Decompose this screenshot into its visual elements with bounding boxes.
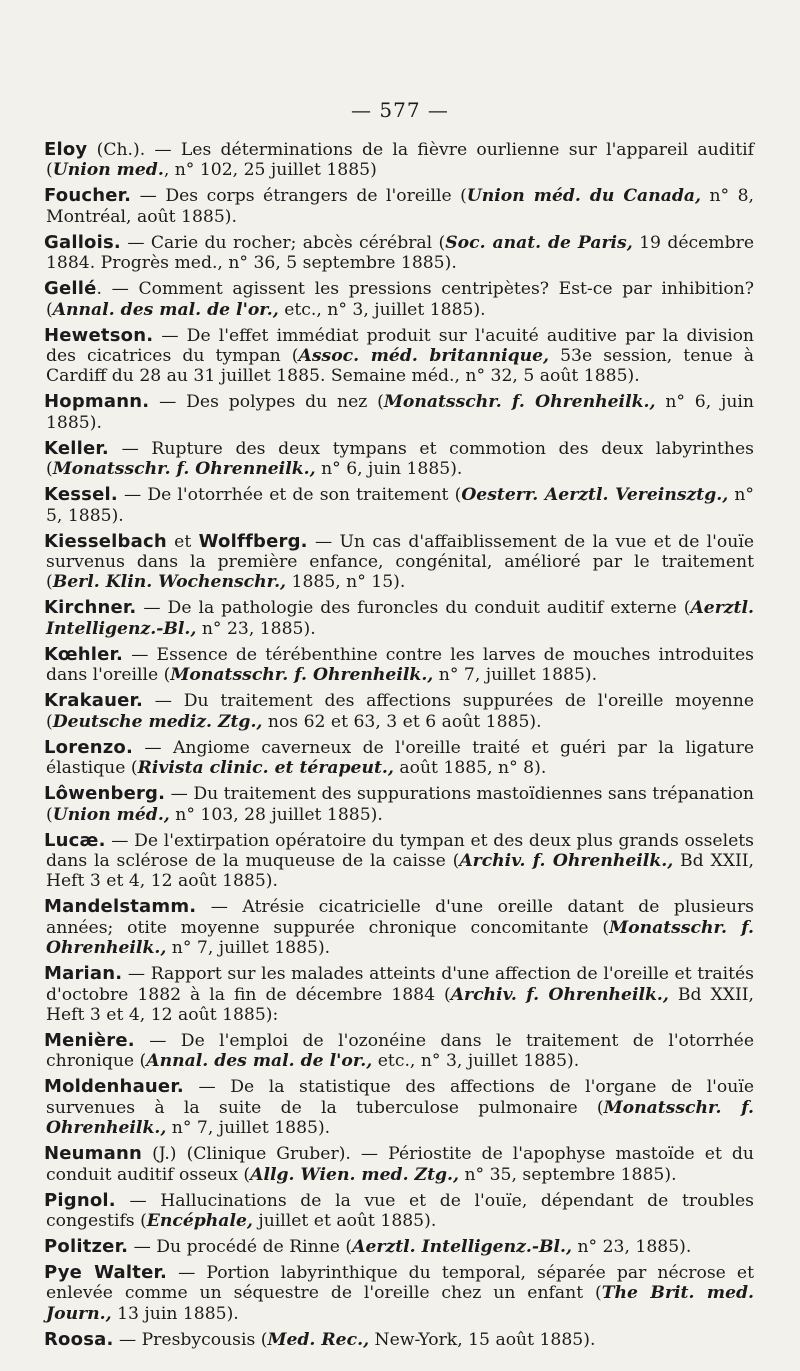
entry-source: Union méd., — [52, 804, 170, 825]
entry-source: Assoc. méd. britannique, — [298, 346, 550, 367]
entry-details: etc., n° 3, juillet 1885). — [278, 299, 486, 320]
entry-details: n° 23, 1885). — [572, 1236, 692, 1257]
page-number: — 577 — — [351, 98, 449, 122]
entry-author: Keller. — [44, 437, 109, 459]
bibliography-entry — [46, 233, 754, 274]
entry-source: Monatsschr. f. Ohrenheilk., — [170, 665, 434, 686]
entry-source: Oesterr. Aerztl. Vereinsztg., — [461, 485, 729, 506]
entry-details: Bd XXII, Heft 3 et 4, 12 août 1885): — [46, 984, 754, 1025]
entry-source: Aerztl. Intelligenz.-Bl., — [352, 1236, 572, 1257]
entry-details: n° 103, 28 juillet 1885). — [169, 804, 383, 825]
entry-details: n° 8, Montréal, août 1885). — [46, 186, 754, 227]
entry-title: — Les déterminations de la fièvre ourlienne sur l'appareil auditif ( — [46, 140, 754, 181]
entry-source: Union méd. du Canada, — [466, 186, 701, 207]
bibliography-entry — [46, 964, 754, 1025]
entry-details: n° 23, 1885). — [196, 618, 316, 639]
entry-author: Hewetson. — [44, 324, 154, 346]
entry-source: Union med. — [52, 160, 164, 181]
entry-details: Bd XXII, Heft 3 et 4, 12 août 1885). — [46, 850, 754, 892]
bibliography-entry — [46, 1144, 754, 1185]
bibliography-entry — [46, 1031, 754, 1072]
entry-author-detail: et — [166, 531, 199, 552]
bibliography-entry — [46, 1237, 754, 1257]
entry-details: New-York, 15 août 1885). — [369, 1329, 596, 1350]
entry-source: Allg. Wien. med. Ztg., — [250, 1164, 460, 1185]
entry-title: — De l'emploi de l'ozonéine dans le traitement de l'otorrhée chronique ( — [46, 1030, 754, 1072]
bibliography-entry — [46, 1330, 754, 1350]
entry-coauthor: Wolffberg. — [198, 530, 308, 552]
entry-title: — Portion labyrinthique du temporal, séparée par nécrose et enlevée comme un séquestre de l'oreille chez un enfant ( — [46, 1262, 754, 1304]
entry-details: 19 décembre 1884. Progrès med., n° 36, 5 septembre 1885). — [46, 232, 754, 274]
entry-title: — Comment agissent les pressions centripètes? Est-ce par inhibition? ( — [46, 279, 754, 320]
entry-title: — Du traitement des suppurations mastoïdiennes sans trépanation ( — [46, 784, 754, 825]
bibliography-entry — [46, 532, 754, 593]
entry-title: — Rupture des deux tympans et commotion des deux labyrinthes ( — [46, 438, 754, 480]
entry-source: Monatsschr. f. Ohrenneilk., — [52, 459, 316, 480]
entry-title: — Presbycousis ( — [113, 1329, 268, 1350]
entry-details: 13 juin 1885). — [111, 1303, 239, 1324]
entry-details: n° 7, juillet 1885). — [166, 1118, 331, 1139]
entry-title: — Du procédé de Rinne ( — [128, 1236, 353, 1257]
entry-details: n° 7, juillet 1885). — [166, 938, 331, 959]
entry-title: — Hallucinations de la vue et de l'ouïe, dépendant de troubles congestifs ( — [46, 1190, 754, 1231]
entry-details: n° 5, 1885). — [46, 485, 754, 526]
bibliography-entry — [46, 140, 754, 181]
entry-source: Archiv. f. Ohrenheilk., — [459, 850, 674, 871]
entry-author: Gellé — [44, 278, 97, 300]
bibliography-entry — [46, 326, 754, 387]
entry-source: Med. Rec., — [267, 1329, 370, 1350]
entry-author: Roosa. — [44, 1328, 114, 1350]
bibliography-entry — [46, 439, 754, 480]
entry-author: Menière. — [44, 1029, 135, 1051]
entry-title: — Carie du rocher; abcès cérébral ( — [120, 232, 446, 253]
bibliography-entry — [46, 598, 754, 639]
entry-title: — Un cas d'affaiblissement de la vue et de l'ouïe survenus dans la première enfance, congénital, amélioré par le traitement ( — [46, 531, 754, 593]
entry-author: Kœhler. — [44, 643, 124, 665]
entry-source: Deutsche mediz. Ztg., — [52, 711, 263, 732]
entry-source: Berl. Klin. Wochenschr., — [52, 572, 287, 593]
entry-title: — Des corps étrangers de l'oreille ( — [131, 186, 467, 207]
bibliography-entry — [46, 784, 754, 825]
entry-details: n° 35, septembre 1885). — [459, 1164, 677, 1185]
entry-author: Kessel. — [44, 484, 118, 506]
entry-title: — Des polypes du nez ( — [149, 392, 384, 413]
entry-title: — Du traitement des affections suppurées de l'oreille moyenne ( — [46, 691, 754, 732]
entry-details: n° 6, juin 1885). — [315, 459, 463, 480]
bibliography-entry — [46, 392, 754, 433]
entry-source: Monatsschr. f. Ohrenheilk., — [383, 392, 656, 413]
entry-source: Soc. anat. de Paris, — [445, 232, 633, 253]
bibliography-entry — [46, 897, 754, 958]
bibliography-entry — [46, 485, 754, 526]
entry-source: The Brit. med. Journ., — [46, 1283, 755, 1324]
entry-source: Annal. des mal. de l'or., — [52, 299, 279, 320]
entry-title: — De l'effet immédiat produit sur l'acuité auditive par la division des cicatrices du tympan ( — [46, 325, 754, 367]
entry-source: Rivista clinic. et térapeut., — [137, 758, 394, 779]
entry-details: 1885, n° 15). — [286, 572, 406, 593]
bibliography-entry — [46, 186, 754, 227]
bibliography-entry — [46, 645, 754, 686]
entry-details: 53e session, tenue à Cardiff du 28 au 31 juillet 1885. Semaine méd., n° 32, 5 août 1885). — [46, 346, 755, 387]
entry-details: nos 62 et 63, 3 et 6 août 1885). — [262, 711, 542, 732]
entry-source: Aerztl. Intelligenz.-Bl., — [46, 598, 754, 639]
entry-author: Mandelstamm. — [44, 896, 197, 918]
bibliography-entry — [46, 738, 754, 779]
entry-author: Neumann — [44, 1143, 143, 1165]
entry-author: Foucher. — [44, 185, 132, 207]
entry-source: Monatsschr. f. Ohrenheilk., — [46, 917, 754, 959]
entry-source: Encéphale, — [146, 1210, 253, 1231]
entry-author: Lucæ. — [44, 829, 106, 851]
entry-author: Politzer. — [44, 1235, 129, 1257]
entry-title: — De la statistique des affections de l'organe de l'ouïe survenues à la suite de la tuberculose pulmonaire ( — [46, 1077, 754, 1118]
entry-title: — De l'extirpation opératoire du tympan et des deux plus grands osselets dans la sclérose de la muqueuse de la caisse ( — [46, 830, 754, 871]
entry-author: Gallois. — [44, 231, 121, 253]
entry-author: Eloy — [44, 139, 88, 160]
entry-details: etc., n° 3, juillet 1885). — [372, 1051, 580, 1072]
entry-details: , n° 102, 25 juillet 1885) — [163, 160, 377, 181]
entry-title: — Angiome caverneux de l'oreille traité et guéri par la ligature élastique ( — [46, 737, 754, 779]
entry-author-detail: . — [96, 279, 102, 300]
entry-title: — Rapport sur les malades atteints d'une affection de l'oreille et traités d'octobre 1882 à la fin de décembre 1884 ( — [46, 964, 754, 1005]
entry-source: Monatsschr. f. Ohrenheilk., — [46, 1097, 754, 1139]
bibliography-entry — [46, 1191, 754, 1232]
entry-title: — De l'otorrhée et de son traitement ( — [117, 485, 462, 506]
bibliography-entry — [46, 831, 754, 892]
entry-details: n° 6, juin 1885). — [46, 392, 754, 433]
entry-author-detail: (Ch.). — [87, 140, 146, 160]
entry-author: Moldenhauer. — [44, 1076, 184, 1098]
entry-details: juillet et août 1885). — [252, 1210, 437, 1231]
entry-source: Annal. des mal. de l'or., — [146, 1051, 373, 1072]
bibliography-list — [46, 140, 754, 1350]
entry-author: Pye Walter. — [44, 1261, 168, 1283]
entry-source: Archiv. f. Ohrenheilk., — [450, 984, 669, 1005]
entry-author: Marian. — [44, 963, 123, 985]
entry-title: — Essence de térébenthine contre les larves de mouches introduites dans l'oreille ( — [46, 644, 754, 686]
entry-title: — Atrésie cicatricielle d'une oreille datant de plusieurs années; otite moyenne suppurée chronique concomitante ( — [46, 897, 754, 938]
entry-author: Kirchner. — [44, 597, 137, 619]
entry-details: n° 7, juillet 1885). — [433, 665, 598, 686]
entry-title: — Périostite de l'apophyse mastoïde et du conduit auditif osseux ( — [46, 1144, 754, 1185]
entry-author: Lôwenberg. — [44, 783, 166, 805]
entry-author: Hopmann. — [44, 391, 150, 413]
bibliography-entry — [46, 1263, 754, 1324]
entry-author: Pignol. — [44, 1189, 116, 1211]
bibliography-entry — [46, 279, 754, 320]
entry-title: — De la pathologie des furoncles du conduit auditif externe ( — [136, 598, 691, 619]
entry-author: Lorenzo. — [44, 736, 134, 758]
bibliography-entry — [46, 1077, 754, 1138]
entry-author-detail: (J.) (Clinique Gruber). — [142, 1144, 351, 1165]
bibliography-entry — [46, 691, 754, 732]
entry-details: août 1885, n° 8). — [393, 758, 547, 779]
entry-author: Krakauer. — [44, 690, 144, 712]
entry-author: Kiesselbach — [44, 530, 167, 552]
document-page — [46, 98, 754, 1356]
